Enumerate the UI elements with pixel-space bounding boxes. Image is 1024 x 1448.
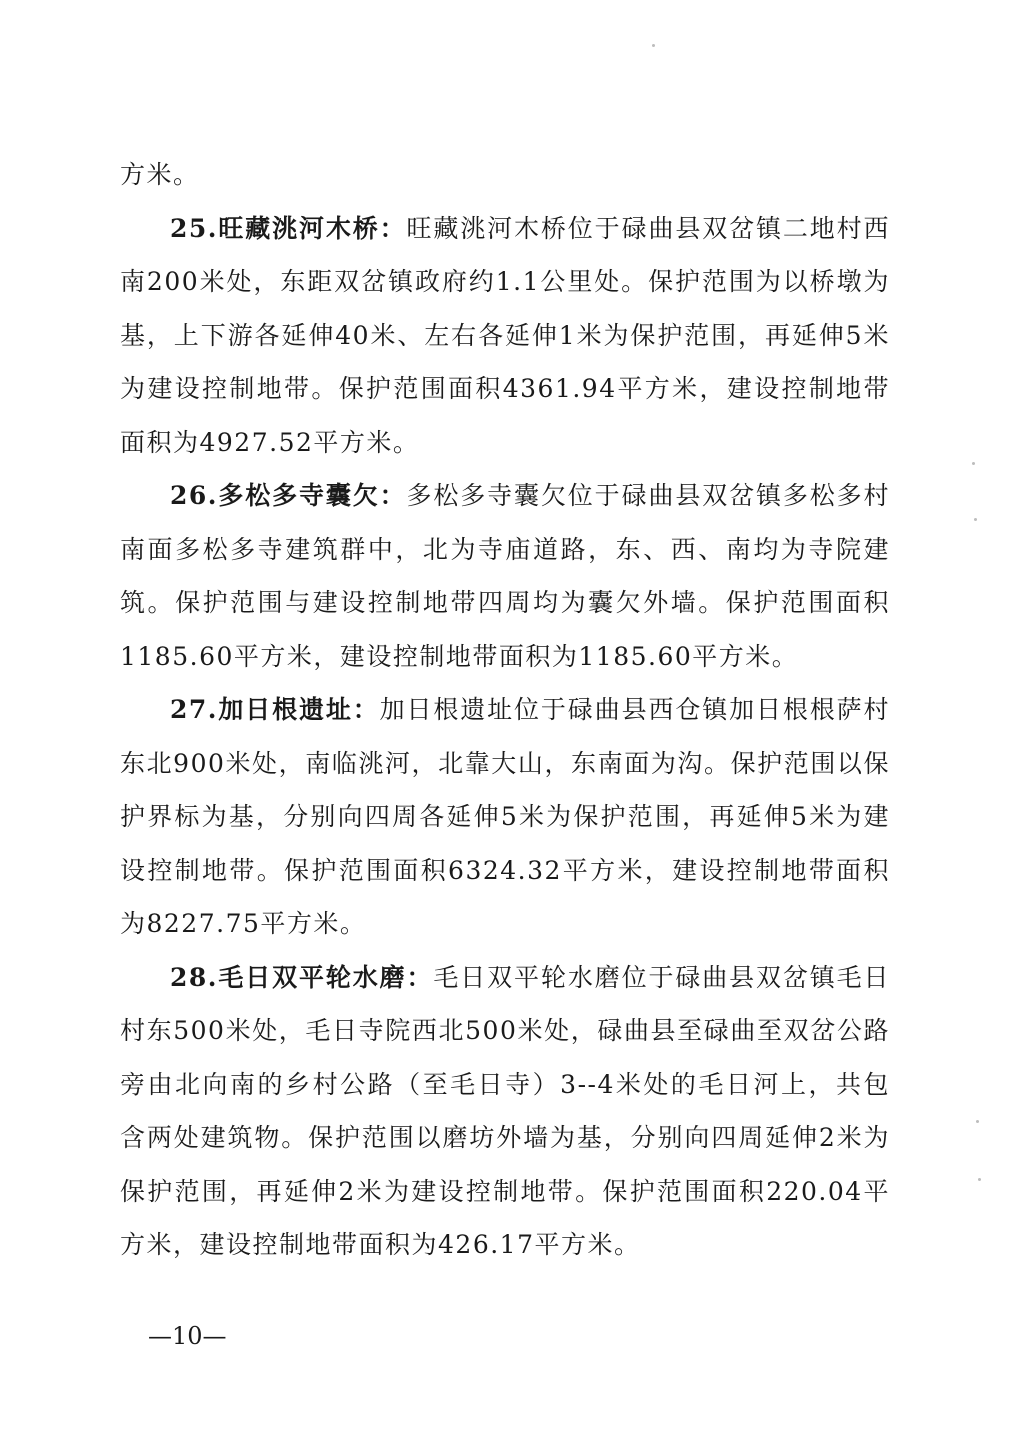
document-body: [120, 148, 890, 1272]
scan-speck: [976, 1120, 979, 1123]
item-25-heading: 25.旺藏洮河木桥：: [170, 213, 407, 243]
item-28-body: 毛日双平轮水磨位于碌曲县双岔镇毛日村东500米处，毛日寺院西北500米处，碌曲县至碌曲至双岔公路旁由北向南的乡村公路（至毛日寺）3--4米处的毛日河上，共包含两处建筑物。保护范围以磨坊外墙为基，分别向四周延伸2米为保护范围，再延伸2米为建设控制地带。保护范围面积220.04平方米，建设控制地带面积为426.17平方米。: [120, 962, 890, 1259]
item-25: [120, 202, 890, 470]
item-27-heading: 27.加日根遗址：: [170, 695, 380, 724]
item-26-body: 多松多寺囊欠位于碌曲县双岔镇多松多村南面多松多寺建筑群中，北为寺庙道路，东、西、南均为寺院建筑。保护范围与建设控制地带四周均为囊欠外墙。保护范围面积1185.60平方米，建设控制地带面积为1185.60平方米。: [120, 481, 890, 671]
item-25-body: 旺藏洮河木桥位于碌曲县双岔镇二地村西南200米处，东距双岔镇政府约1.1公里处。保护范围为以桥墩为基，上下游各延伸40米、左右各延伸1米为保护范围，再延伸5米为建设控制地带。保护范围面积4361.94平方米，建设控制地带面积为4927.52平方米。: [120, 213, 890, 457]
scan-speck: [972, 462, 975, 465]
scan-speck: [652, 44, 655, 47]
item-26-heading: 26.多松多寺囊欠：: [170, 481, 407, 510]
page-number: —10—: [148, 1322, 227, 1350]
item-27-body: 加日根遗址位于碌曲县西仓镇加日根根萨村东北900米处，南临洮河，北靠大山，东南面为沟。保护范围以保护界标为基，分别向四周各延伸5米为保护范围，再延伸5米为建设控制地带。保护范围面积6324.32平方米，建设控制地带面积为8227.75平方米。: [120, 695, 890, 938]
item-28: [120, 951, 890, 1272]
scan-speck: [974, 518, 977, 521]
scan-speck: [978, 1178, 981, 1181]
item-27: [120, 683, 890, 951]
item-26: [120, 469, 890, 683]
continuation-text: 方米。: [120, 160, 200, 189]
item-28-heading: 28.毛日双平轮水磨：: [170, 962, 434, 992]
